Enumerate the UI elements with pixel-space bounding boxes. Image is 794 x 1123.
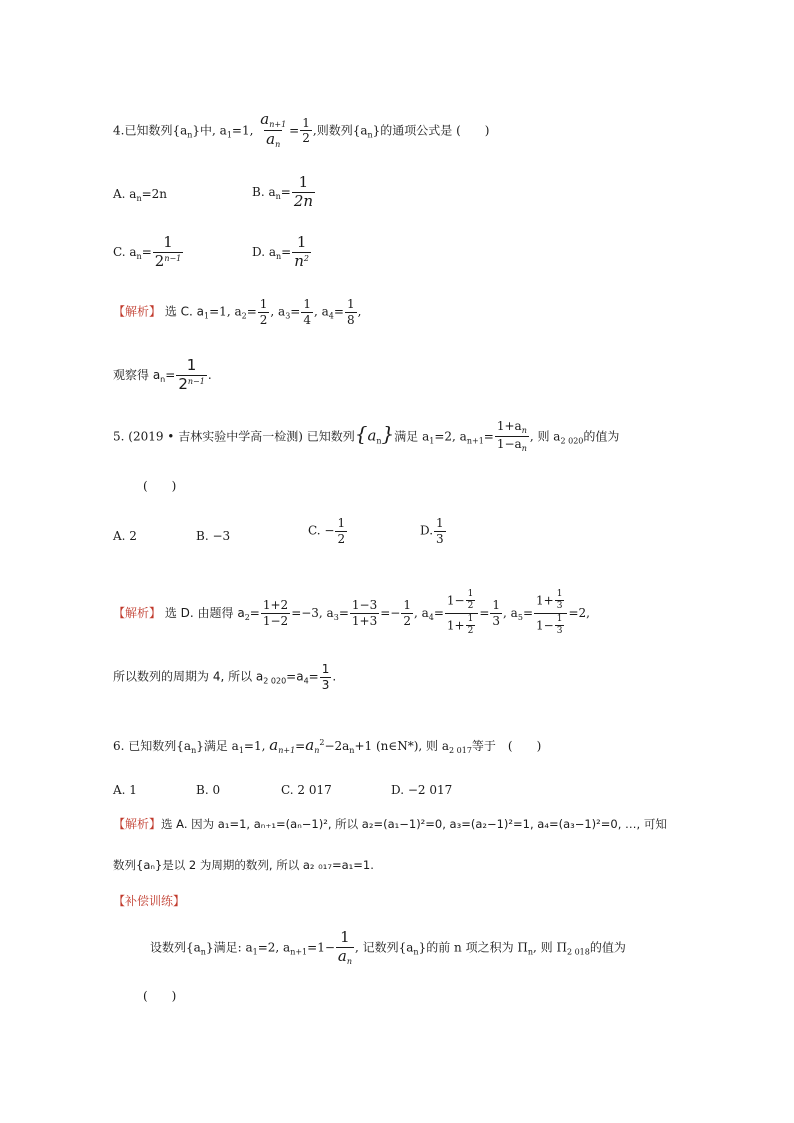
q6-option-a[interactable]: A. 1	[113, 783, 137, 797]
q4-observation: 观察得 $a_n=$ $\frac{1}{2^{n-1}}$ .	[113, 356, 212, 393]
q4-option-b[interactable]: B. $a_n=$ $\frac{1}{2n}$	[252, 173, 314, 210]
q5-option-a[interactable]: A. 2	[113, 529, 137, 543]
q4-option-d[interactable]: D. $a_n=$ $\frac{1}{n^2}$	[252, 233, 309, 270]
extra-answer-paren: ( )	[143, 989, 177, 1003]
q5-stem: 5. (2019 • 吉林实验中学高一检测) 已知数列$\{a_n\}$满足 $a_1=2$, $a_{n+1}=$ $\frac{1+a_n}{1-a_n}$ , 则 $a_{2 020}$的值为	[113, 419, 620, 454]
q6-solution: 【解析】选 A. 因为 a₁=1, aₙ₊₁=(aₙ−1)², 所以 a₂=(a₁−1)²=0, a₃=(a₂−1)²=1, a₄=(a₃−1)²=0, …, 可知	[113, 817, 667, 831]
q6-stem: 6. 已知数列$\{a_n\}$满足 $a_1=1$, $a_{n+1}=a_n^2-2a_n+1$ (n∈N*), 则 $a_{2 017}$等于 ( )	[113, 736, 542, 755]
q5-option-b[interactable]: B. −3	[196, 529, 231, 543]
q5-recurrence-fraction: $\frac{1+a_n}{1-a_n}$	[496, 419, 527, 454]
q4-stem: 4.已知数列$\{a_n\}$中, $a_1=1$, $\frac{a_{n+1}}{a_n}$ = $\frac{1}{2}$ ,则数列$\{a_n\}$的通项公式是 ( )	[113, 110, 490, 150]
q4-solution: 【解析】 选 C. $a_1=1$, $a_2=$ $\frac{1}{2}$ , $a_3=$ $\frac{1}{4}$ , $a_4=$ $\frac{1}{8}$ ,	[113, 297, 362, 327]
q6-option-c[interactable]: C. 2 017	[281, 783, 332, 797]
q4-option-a[interactable]: A. $a_n=2n$	[113, 187, 168, 203]
q5-conclusion: 所以数列的周期为 4, 所以 $a_{2 020}=a_4=$ $\frac{1}{3}$ .	[113, 662, 337, 692]
q5-option-d[interactable]: D. $\frac{1}{3}$	[420, 516, 444, 546]
q5-answer-paren: ( )	[143, 479, 177, 493]
solution-tag: 【解析】	[113, 304, 162, 319]
q6-option-d[interactable]: D. −2 017	[391, 783, 453, 797]
q6-option-b[interactable]: B. 0	[196, 783, 221, 797]
q4-option-c[interactable]: C. $a_n=$ $\frac{1}{2^{n-1}}$	[113, 233, 182, 270]
extra-stem: 设数列$\{a_n\}$满足: $a_1=2$, $a_{n+1}=1-$ $\frac{1}{a_n}$ , 记数列$\{a_n\}$的前 n 项之积为 $\Pi_n$, 则 $\Pi_{2 018}$的值为	[150, 928, 626, 966]
q5-solution: 【解析】 选 D. 由题得 $a_2=$ $\frac{1+2}{1-2}$ =−3, $a_3=$ $\frac{1-3}{1+3}$ =− $\frac{1}{2}$ , $a_4=$ 1− $\frac{1}{2}$ 1+ $\frac{1}{2}$ = $\frac{1}{3}$ , $a_5=$ 1+ $\frac{1}{3}$ 1− $\frac{1}{3}$ =2,	[113, 589, 590, 637]
q6-solution-cont: 数列{aₙ}是以 2 为周期的数列, 所以 a₂ ₀₁₇=a₁=1.	[113, 858, 374, 872]
q5-option-c[interactable]: C. − $\frac{1}{2}$	[308, 516, 346, 546]
q4-half-fraction: $\frac{1}{2}$	[302, 115, 310, 146]
q4-ratio-fraction: $\frac{a_{n+1}}{a_n}$	[260, 110, 287, 150]
extra-tag: 【补偿训练】	[113, 894, 186, 908]
